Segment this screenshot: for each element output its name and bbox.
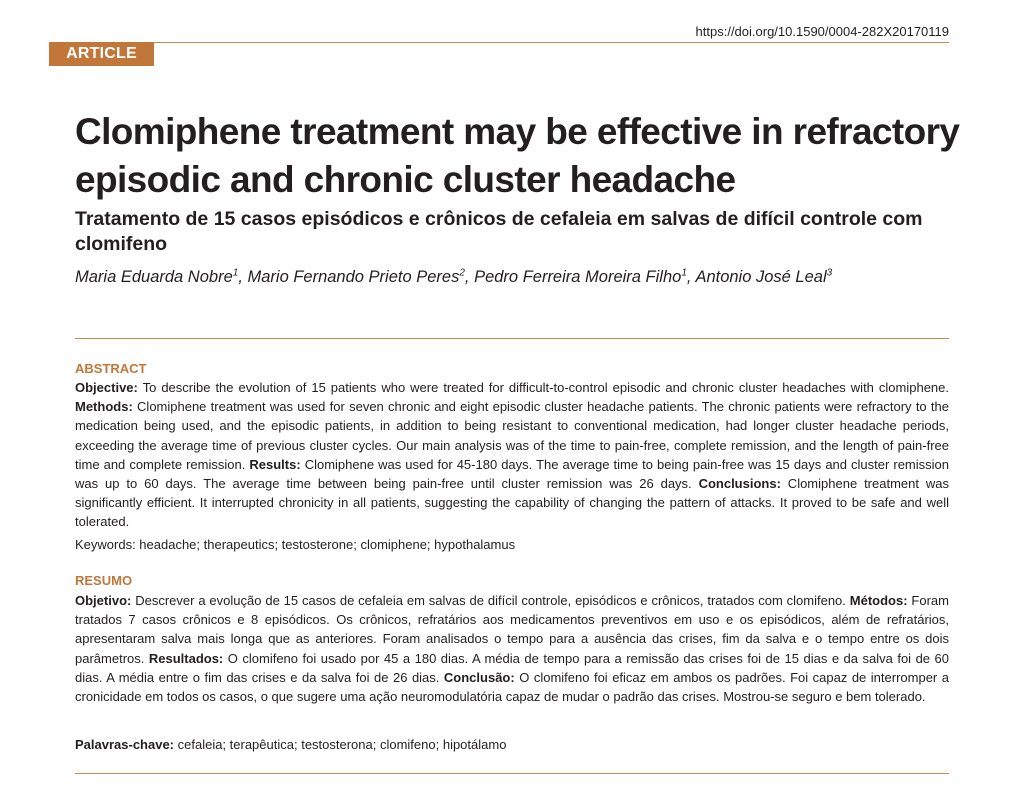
author-separator: , [238,268,248,286]
resumo-text [75,591,949,706]
author-name: Antonio José Leal [695,268,827,286]
author-name: Maria Eduarda Nobre [75,268,233,286]
abstract-text [75,378,949,532]
metodos-label: Métodos: [849,593,908,608]
keywords-text: cefaleia; terapêutica; testosterona; clomifeno; hipotálamo [174,737,507,752]
abstract-keywords: Keywords: headache; therapeutics; testosterone; clomiphene; hypothalamus [75,537,516,552]
conclusao-label: Conclusão: [443,669,515,685]
objetivo-label: Objetivo: [75,593,132,608]
paper-subtitle: Tratamento de 15 casos episódicos e crônicos de cefaleia em salvas de difícil controle com clomifeno [75,208,923,255]
author-separator: , [464,268,475,286]
objective-text: To describe the evolution of 15 patients who were treated for difficult-to-control episodic and chronic cluster headaches with clomiphene. [137,380,949,395]
author-affiliation: 2 [459,267,465,279]
metodos-text: Foram tratados 7 casos crônicos e 8 episódicos. Os crônicos, refratários aos medicamentos preventivos em uso e os episódicos, além de refratários, apresentaram salva mais longa que as anteriores. Foram analisados o tempo para a ausência das crises, fim da salva e o tempo entre os dois parâmetros. [75,593,949,666]
author-list [75,268,955,287]
resumo-keywords [75,735,949,754]
header-rule [49,42,949,43]
conclusions-label: Conclusions: [698,476,781,492]
results-label: Results: [249,456,301,472]
methods-text: Clomiphene treatment was used for seven chronic and eight episodic cluster headache patients. The chronic patients were refractory to the medication being used, and the episodic patients, in addition to being resistant to conventional medication, had longer cluster headache periods, exceeding the average time of previous cluster cycles. Our main analysis was of the time to pain-free, complete remission, and the length of pain-free time and complete remission. [75,399,949,472]
results-text: Clomiphene was used for 45-180 days. The average time to being pain-free was 15 days and cluster remission was up to 60 days. The average time between being pain-free until cluster remission was 26 days. [75,456,949,492]
author-affiliation: 1 [681,267,687,279]
article-type-badge: ARTICLE [49,42,154,66]
author-name: Mario Fernando Prieto Peres [247,268,460,286]
paper-title: Clomiphene treatment may be effective in refractory episodic and chronic cluster headache [75,111,960,200]
objective-label: Objective: [75,380,138,395]
abstract-heading: ABSTRACT [75,361,147,376]
conclusao-text: O clomifeno foi eficaz em ambos os padrões. Foi capaz de interromper a cronicidade em todos os casos, o que sugere uma ação neuromodulatória capaz de mudar o padrão das crises. Mostrou-se seguro e bem tolerado. [75,669,949,705]
objetivo-text: Descrever a evolução de 15 casos de cefaleia em salvas de difícil controle, episódicos e crônicos, tratados com clomifeno. [131,593,850,608]
resultados-label: Resultados: [148,650,224,666]
conclusions-text: Clomiphene treatment was significantly efficient. It interrupted chronicity in all patients, suggesting the capability of changing the pattern of attacks. It proved to be safe and well tolerated. [75,476,949,530]
author-affiliation: 3 [826,267,833,279]
keywords-label: Palavras-chave: [75,737,175,752]
author-name: Pedro Ferreira Moreira Filho [474,268,682,286]
section-divider [75,773,949,774]
author-affiliation: 1 [232,267,239,279]
doi-link[interactable]: https://doi.org/10.1590/0004-282X20170119 [695,24,949,39]
resumo-heading: RESUMO [75,573,133,588]
author-separator: , [686,268,696,286]
section-divider [75,338,949,339]
resultados-text: O clomifeno foi usado por 45 a 180 dias. A média de tempo para a remissão das crises foi de 15 dias e da salva foi de 60 dias. A média entre o fim das crises e da salva foi de 26 dias. [75,650,949,685]
methods-label: Methods: [75,399,133,415]
